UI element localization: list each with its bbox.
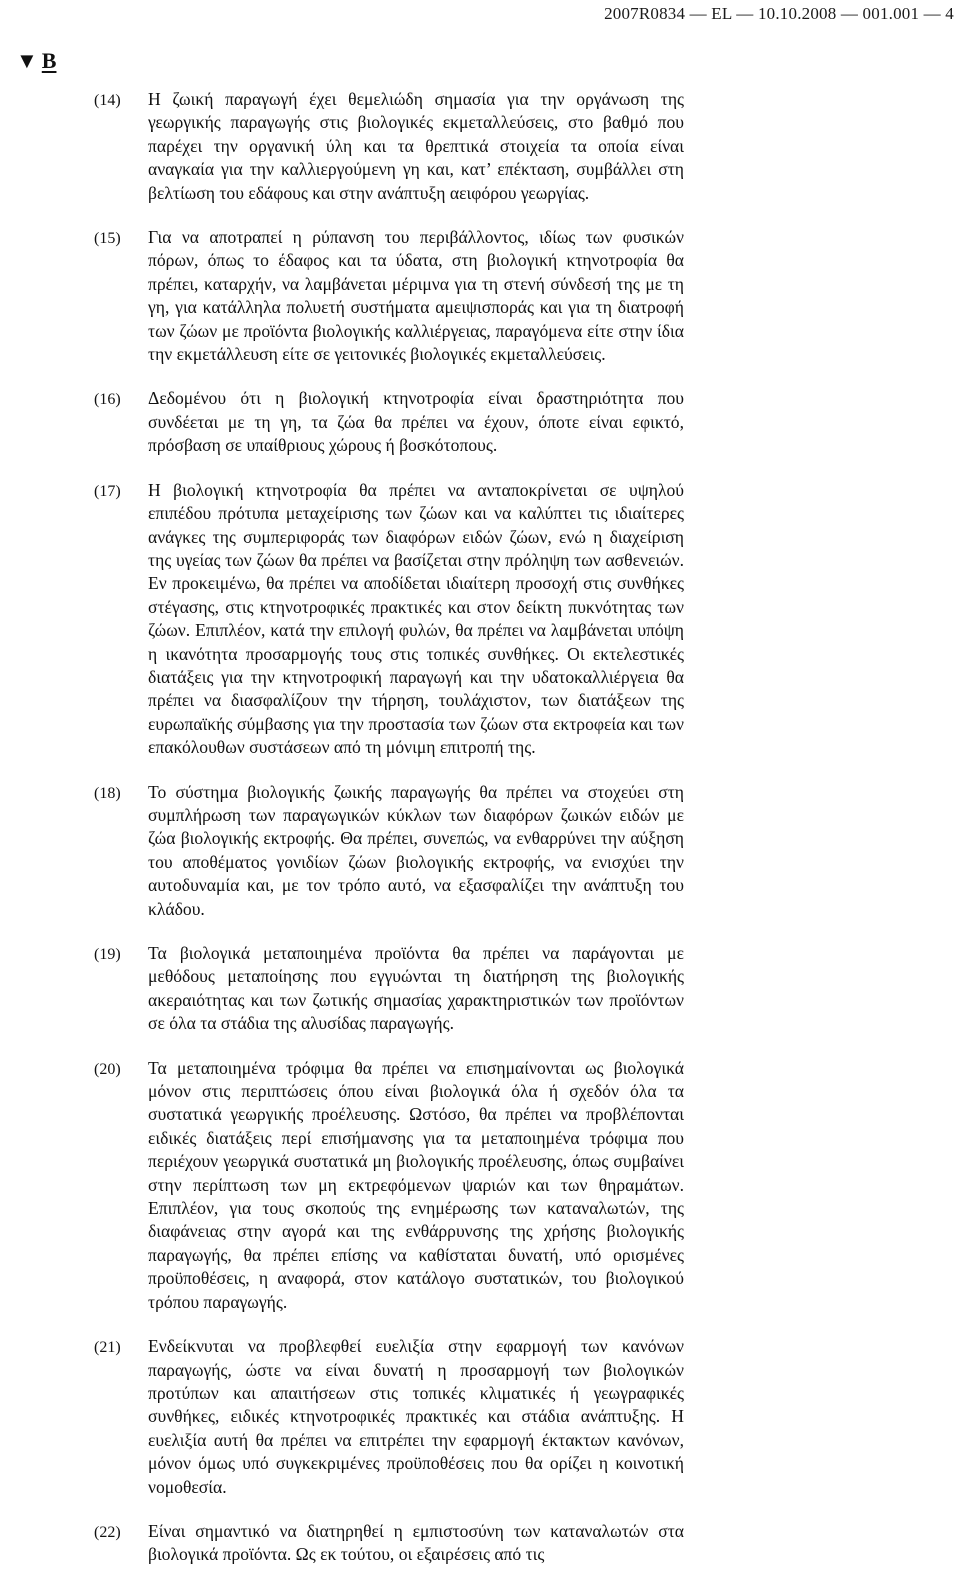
recital-number: (14) <box>94 92 121 109</box>
recital-14 <box>94 88 684 205</box>
recital-text: Η ζωική παραγωγή έχει θεμελιώδη σημασία για την οργάνωση της γεωργικής παραγωγής στις βιολογικές εκμεταλλεύσεις, στο βαθμό που παρέχει την οργανική ύλη και τα θρεπτικά στοιχεία τα οποία είναι αναγκαία για την καλλιεργούμενη γη και, κατ’ επέκταση, συμβάλλει στη βελτίωση του εδάφους και στην ανάπτυξη αειφόρου γεωργίας. <box>148 89 684 203</box>
recital-text: Το σύστημα βιολογικής ζωικής παραγωγής θα πρέπει να στοχεύει στη συμπλήρωση των παραγωγικών κύκλων των διαφόρων ζωικών ειδών με ζώα βιολογικής εκτροφής. Θα πρέπει, συνεπώς, να ενθαρρύνει την αύξηση του αποθέματος γονιδίων ζώων βιολογικής εκτροφής, να ενισχύει την αυτοδυναμία και, με τον τρόπο αυτό, να εξασφαλίζει την ανάπτυξη του κλάδου. <box>148 781 684 919</box>
recitals-list <box>94 88 684 1588</box>
amendment-marker-letter: B <box>41 48 57 73</box>
recital-number: (17) <box>94 482 121 500</box>
recital-20 <box>94 1057 684 1314</box>
recital-text: Τα μεταποιημένα τρόφιμα θα πρέπει να επισημαίνονται ως βιολογικά μόνον στις περιπτώσεις όπου είναι βιολογικά όλα ή σχεδόν όλα τα συστατικά γεωργικής προέλευσης. Ωστόσο, θα πρέπει να προβλέπονται ειδικές διατάξεις περί επισήμανσης για τα μεταποιημένα τρόφιμα που περιέχουν γεωργικά συστατικά μη βιολογικής προέλευσης, όπως συμβαίνει στην περίπτωση των μη εκτρεφόμενων ψαριών και των θηραμάτων. Επιπλέον, για τους σκοπούς της ενημέρωσης των καταναλωτών, της διαφάνειας στην αγορά και της ενθάρρυνσης της χρήσης βιολογικής παραγωγής, θα πρέπει επίσης να καθίσταται δυνατή, υπό ορισμένες προϋποθέσεις, η αναφορά, στον κατάλογο συστατικών, του βιολογικού τρόπου παραγωγής. <box>148 1057 684 1312</box>
recital-text: Είναι σημαντικό να διατηρηθεί η εμπιστοσύνη των καταναλωτών στα βιολογικά προϊόντα. Ως εκ τούτου, οι εξαιρέσεις από τις <box>148 1520 684 1565</box>
recital-text: Δεδομένου ότι η βιολογική κτηνοτροφία είναι δραστηριότητα που συνδέεται με τη γη, τα ζώα θα πρέπει να έχουν, όποτε είναι εφικτό, πρόσβαση σε υπαίθριους χώρους ή βοσκότοπους. <box>148 388 684 456</box>
recital-21 <box>94 1335 684 1499</box>
recital-number: (20) <box>94 1060 121 1078</box>
recital-22 <box>94 1520 684 1567</box>
down-triangle-icon: ▼ <box>16 48 38 73</box>
recital-18 <box>94 781 684 921</box>
recital-text: Ενδείκνυται να προβλεφθεί ευελιξία στην εφαρμογή των κανόνων παραγωγής, ώστε να είναι δυνατή η προσαρμογή των βιολογικών προτύπων και απαιτήσεων στις τοπικές κλιματικές ή γεωγραφικές συνθήκες, ειδικές κτηνοτροφικές πρακτικές και στάδια ανάπτυξης. Η ευελιξία αυτή θα πρέπει να επιτρέπει την εφαρμογή έκτακτων κανόνων, μόνον όμως υπό συγκεκριμένες προϋποθέσεις που θα ορίζει η κοινοτική νομοθεσία. <box>148 1336 684 1497</box>
recital-17 <box>94 479 684 760</box>
amendment-marker <box>16 48 56 74</box>
recital-number: (18) <box>94 784 121 802</box>
recital-number: (19) <box>94 946 121 963</box>
document-reference-header: 2007R0834 — EL — 10.10.2008 — 001.001 — 4 <box>604 4 954 23</box>
recital-text: Για να αποτραπεί η ρύπανση του περιβάλλοντος, ιδίως των φυσικών πόρων, όπως το έδαφος και τα ύδατα, στη βιολογική κτηνοτροφία θα πρέπει, καταρχήν, να λαμβάνεται μέριμνα για τη στενή σύνδεσή της με τη γη, για κατάλληλα πολυετή συστήματα αμειψισποράς και για τη διατροφή των ζώων με προϊόντα βιολογικής καλλιέργειας, παραγόμενα είτε στην ίδια την εκμετάλλευση είτε σε γειτονικές βιολογικές εκμεταλλεύσεις. <box>148 227 684 365</box>
recital-19 <box>94 942 684 1036</box>
recital-text: Η βιολογική κτηνοτροφία θα πρέπει να ανταποκρίνεται σε υψηλού επιπέδου πρότυπα μεταχείρισης των ζώων και να καλύπτει τις ιδιαίτερες ανάγκες της συμπεριφοράς των διαφόρων ειδών ζώων, ενώ η διαχείριση της υγείας των ζώων θα πρέπει να βασίζεται στην πρόληψη των ασθενειών. Εν προκειμένω, θα πρέπει να αποδίδεται ιδιαίτερη προσοχή στις συνθήκες στέγασης, στις κτηνοτροφικές πρακτικές και στον δείκτη πυκνότητας των ζώων. Επιπλέον, κατά την επιλογή φυλών, θα πρέπει να λαμβάνεται υπόψη η ικανότητα προσαρμογής τους στις τοπικές συνθήκες. Οι εκτελεστικές διατάξεις για την κτηνοτροφική παραγωγή και την υδατοκαλλιέργεια θα πρέπει να διασφαλίζουν την τήρηση, τουλάχιστον, των διατάξεων της ευρωπαϊκής σύμβασης για την προστασία των ζώων στα εκτροφεία και των επακόλουθων συστάσεων από τη μόνιμη επιτροπή της. <box>148 479 684 758</box>
recital-number: (15) <box>94 230 121 248</box>
recital-15 <box>94 226 684 366</box>
recital-number: (22) <box>94 1523 121 1541</box>
recital-number: (21) <box>94 1339 121 1357</box>
recital-text: Τα βιολογικά μεταποιημένα προϊόντα θα πρέπει να παράγονται με μεθόδους μεταποίησης που εγγυώνται τη διατήρηση της βιολογικής ακεραιότητας και των ζωτικής σημασίας χαρακτηριστικών των προϊόντων σε όλα τα στάδια της αλυσίδας παραγωγής. <box>148 943 684 1034</box>
recital-number: (16) <box>94 391 121 409</box>
recital-16 <box>94 387 684 457</box>
